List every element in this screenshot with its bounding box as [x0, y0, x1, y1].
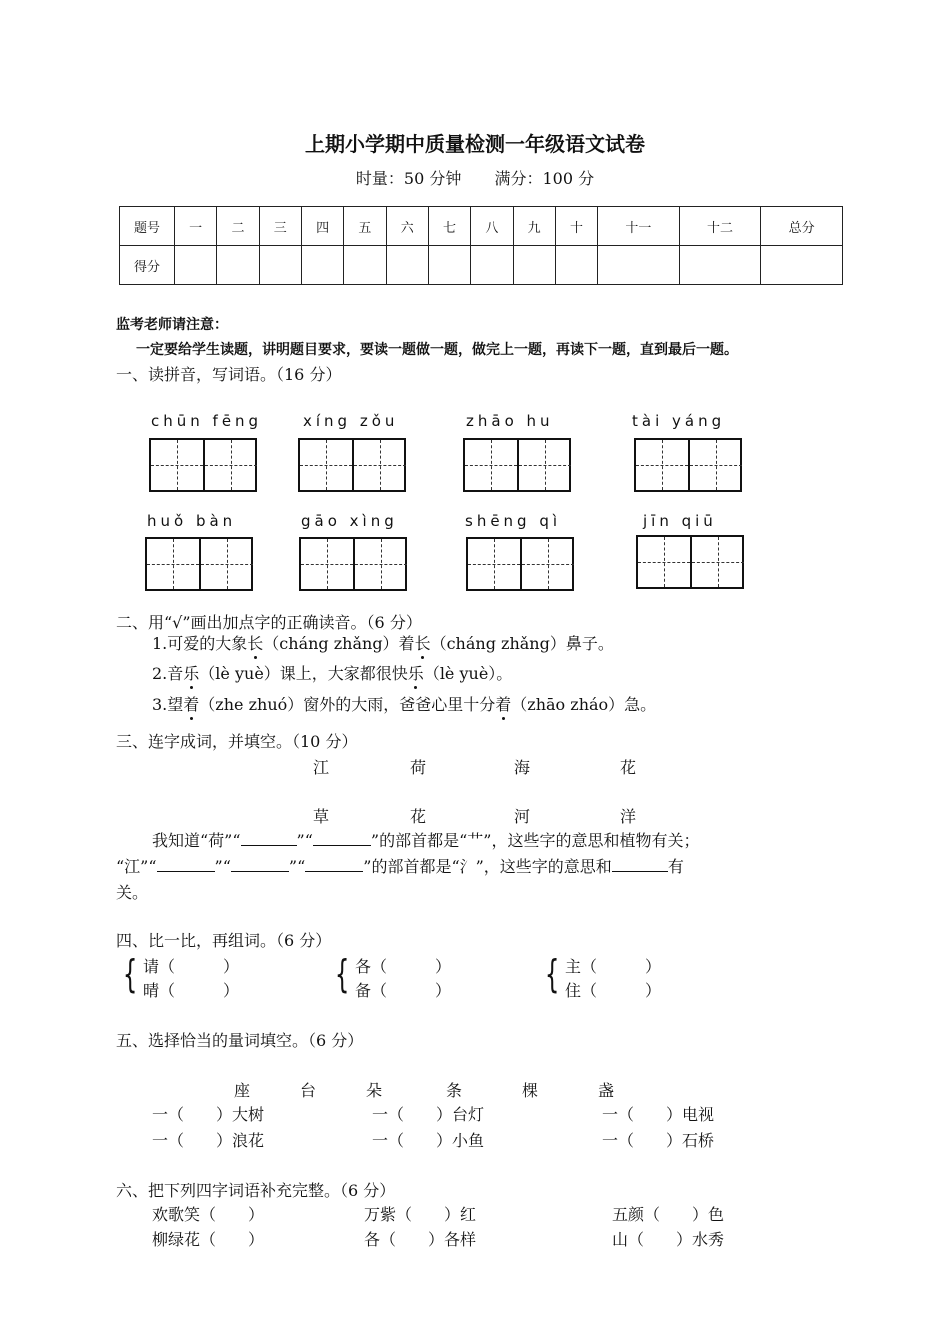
q4-item[interactable]: 请（ ）: [143, 957, 240, 976]
q3-char[interactable]: 荷: [410, 758, 427, 777]
full-score: 满分：100 分: [494, 169, 595, 188]
q5-word: 棵: [522, 1081, 539, 1100]
q2-line-1: [152, 631, 614, 654]
dotted-char: 着: [183, 692, 199, 715]
q3-char[interactable]: 花: [620, 758, 637, 777]
q3-text: “江”“: [116, 857, 157, 876]
q5-word: 盏: [598, 1081, 615, 1100]
q3-text: 我知道“荷”“: [152, 831, 241, 850]
tianzi-grid[interactable]: [634, 438, 742, 492]
page-title: 上期小学期中质量检测一年级语文试卷: [305, 132, 645, 156]
tianzi-grid[interactable]: [298, 438, 406, 492]
answer-blank[interactable]: [313, 845, 371, 846]
score-input-cell[interactable]: [301, 246, 343, 285]
exam-meta: [0, 166, 950, 189]
q5-item[interactable]: 一（ ）大树: [152, 1105, 265, 1124]
score-input-cell[interactable]: [598, 246, 680, 285]
q4-item[interactable]: 备（ ）: [355, 981, 452, 1000]
q4-title: 四、比一比，再组词。（6 分）: [116, 931, 332, 950]
brace-icon: {: [122, 952, 138, 996]
score-cell: 十: [555, 207, 597, 246]
score-cell: 总分: [761, 207, 843, 246]
notice-body: 一定要给学生读题，讲明题目要求，要读一题做一题，做完上一题，再读下一题，直到最后一题。: [136, 342, 738, 358]
q6-item[interactable]: 万紫（ ）红: [364, 1205, 477, 1224]
q3-text: 有: [667, 857, 684, 876]
brace-icon: {: [334, 952, 350, 996]
q3-sentence-1: [152, 828, 699, 851]
score-cell: 七: [428, 207, 470, 246]
q4-item[interactable]: 晴（ ）: [143, 981, 240, 1000]
answer-blank[interactable]: [612, 871, 668, 872]
q3-char[interactable]: 海: [514, 758, 531, 777]
score-cell: 三: [259, 207, 301, 246]
answer-blank[interactable]: [157, 871, 215, 872]
score-cell: 六: [386, 207, 428, 246]
dotted-char: 着: [495, 692, 511, 715]
q2-options[interactable]: （zhe zhuó）窗外的大雨，爸爸心里十分: [199, 695, 496, 714]
q2-options[interactable]: （lè yuè）课上，大家都很快: [199, 664, 408, 683]
pinyin-label: tài yáng: [632, 412, 726, 430]
q5-item[interactable]: 一（ ）小鱼: [372, 1131, 485, 1150]
score-cell: 九: [513, 207, 555, 246]
q5-item[interactable]: 一（ ）浪花: [152, 1131, 265, 1150]
score-input-cell[interactable]: [217, 246, 259, 285]
q4-item[interactable]: 主（ ）: [565, 957, 662, 976]
q3-sentence-3: 关。: [116, 883, 149, 902]
q6-item[interactable]: 柳绿花（ ）: [152, 1230, 265, 1249]
tianzi-grid[interactable]: [299, 537, 407, 591]
score-cell: 题号: [120, 207, 175, 246]
q5-word: 台: [300, 1081, 317, 1100]
q6-item[interactable]: 欢歌笑（ ）: [152, 1205, 265, 1224]
q2-text: 2.音: [152, 664, 184, 683]
q2-line-2: [152, 661, 512, 684]
time-limit: 时量：50 分钟: [355, 169, 462, 188]
q3-title: 三、连字成词，并填空。（10 分）: [116, 732, 358, 751]
q3-text: ”“: [214, 857, 231, 876]
pinyin-label: shēng qì: [465, 512, 562, 530]
q1-title: 一、读拼音，写词语。（16 分）: [116, 365, 342, 384]
q3-char[interactable]: 洋: [620, 807, 637, 826]
pinyin-label: xíng zǒu: [303, 412, 399, 430]
q3-sentence-2: [116, 854, 684, 877]
score-input-cell[interactable]: [259, 246, 301, 285]
brace-icon: {: [544, 952, 560, 996]
q3-text: ”的部首都是“氵”，这些字的意思和: [363, 857, 612, 876]
score-input-cell[interactable]: [344, 246, 386, 285]
q3-char[interactable]: 花: [410, 807, 427, 826]
score-input-cell[interactable]: [761, 246, 843, 285]
q5-word: 座: [234, 1081, 251, 1100]
score-cell: 四: [301, 207, 343, 246]
tianzi-grid[interactable]: [636, 535, 744, 589]
q3-char[interactable]: 河: [514, 807, 531, 826]
q2-options[interactable]: （lè yuè）。: [423, 664, 513, 683]
q5-item[interactable]: 一（ ）电视: [602, 1105, 715, 1124]
pinyin-label: gāo xìng: [301, 512, 398, 530]
q6-title: 六、把下列四字词语补充完整。（6 分）: [116, 1181, 396, 1200]
score-table-header-row: [120, 207, 843, 246]
score-input-cell[interactable]: [513, 246, 555, 285]
notice-heading: 监考老师请注意：: [116, 317, 228, 333]
score-cell: 二: [217, 207, 259, 246]
score-cell: 十一: [598, 207, 680, 246]
pinyin-label: chūn fēng: [151, 412, 263, 430]
q2-text: 3.望: [152, 695, 184, 714]
q2-text: 1.可爱的大象: [152, 634, 248, 653]
q3-text: ”“: [288, 857, 306, 876]
q2-options[interactable]: （cháng zhǎng）着: [263, 634, 415, 653]
score-input-cell[interactable]: [386, 246, 428, 285]
score-input-cell[interactable]: [428, 246, 470, 285]
tianzi-grid[interactable]: [466, 537, 574, 591]
score-input-cell[interactable]: [555, 246, 597, 285]
pinyin-label: zhāo hu: [466, 412, 554, 430]
dotted-char: 乐: [183, 661, 199, 684]
pinyin-label: huǒ bàn: [147, 512, 237, 530]
q4-item[interactable]: 各（ ）: [355, 957, 452, 976]
q3-char[interactable]: 草: [313, 807, 330, 826]
dotted-char: 长: [247, 631, 263, 654]
q2-title: 二、用“√”画出加点字的正确读音。（6 分）: [116, 613, 422, 632]
answer-blank[interactable]: [241, 845, 297, 846]
score-input-cell[interactable]: [471, 246, 513, 285]
q3-char[interactable]: 江: [313, 758, 330, 777]
tianzi-grid[interactable]: [463, 438, 571, 492]
q3-text: ”的部首都是“艹”，这些字的意思和植物有关；: [370, 831, 700, 850]
q6-item[interactable]: 五颜（ ）色: [612, 1205, 725, 1224]
score-table: [119, 206, 843, 285]
score-cell: 八: [471, 207, 513, 246]
q5-title: 五、选择恰当的量词填空。（6 分）: [116, 1031, 364, 1050]
q2-options[interactable]: （zhāo zháo）急。: [511, 695, 657, 714]
tianzi-grid[interactable]: [149, 438, 257, 492]
score-input-cell[interactable]: [175, 246, 217, 285]
dotted-char: 长: [415, 631, 431, 654]
dotted-char: 乐: [408, 661, 424, 684]
score-table-score-row: [120, 246, 843, 285]
q5-word: 条: [446, 1081, 463, 1100]
score-cell: 五: [344, 207, 386, 246]
score-row-label: 得分: [120, 246, 175, 285]
score-cell: 一: [175, 207, 217, 246]
q2-options[interactable]: （cháng zhǎng）鼻子。: [430, 634, 614, 653]
pinyin-label: jīn qiū: [643, 512, 717, 530]
q5-item[interactable]: 一（ ）石桥: [602, 1131, 715, 1150]
q5-word: 朵: [366, 1081, 383, 1100]
answer-blank[interactable]: [305, 871, 363, 872]
q5-item[interactable]: 一（ ）台灯: [372, 1105, 485, 1124]
q3-text: ”“: [296, 831, 313, 850]
score-input-cell[interactable]: [679, 246, 761, 285]
q6-item[interactable]: 山（ ）水秀: [612, 1230, 725, 1249]
q6-item[interactable]: 各（ ）各样: [364, 1230, 477, 1249]
score-cell: 十二: [679, 207, 761, 246]
q4-item[interactable]: 住（ ）: [565, 981, 662, 1000]
q2-line-3: [152, 692, 656, 715]
tianzi-grid[interactable]: [145, 537, 253, 591]
answer-blank[interactable]: [231, 871, 289, 872]
